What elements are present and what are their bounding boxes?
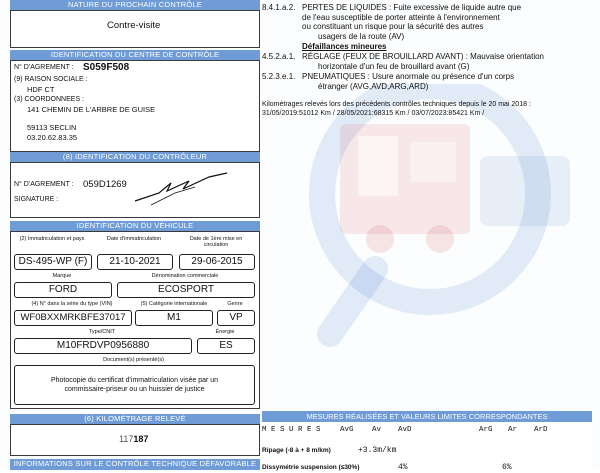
vehicle-docs-line1: Photocopie du certificat d'immatriculation visée par un bbox=[50, 377, 219, 384]
minor-defects-title: Défaillances mineures bbox=[302, 42, 387, 51]
measures-col-ard: ArD bbox=[534, 426, 548, 434]
km-header: (6) KILOMÉTRAGE RELEVÉ bbox=[10, 414, 260, 424]
right-column bbox=[262, 0, 592, 470]
defect2-line2: horizontale d'un feu de brouillard avant (G) bbox=[318, 61, 470, 71]
measures-table bbox=[262, 422, 592, 470]
measures-col-title: M E S U R E S bbox=[262, 426, 321, 434]
vehicle-categ-label: (5) Catégorie internationale bbox=[140, 301, 208, 307]
ripage-value: +3.3m/km bbox=[358, 446, 397, 455]
next-visit-box bbox=[10, 10, 260, 48]
vehicle-energie-value: ES bbox=[197, 338, 255, 354]
vehicle-denom-label: Dénomination commerciale bbox=[151, 273, 219, 279]
vehicle-docs-label: Document(s) présenté(s) bbox=[103, 357, 164, 363]
measures-col-arg: ArG bbox=[479, 426, 493, 434]
km-value-bold: 187 bbox=[133, 434, 149, 444]
centre-header: IDENTIFICATION DU CENTRE DE CONTRÔLE bbox=[10, 50, 260, 60]
vehicle-vin-value: WF0BXXMRKBFE37017 bbox=[14, 310, 132, 326]
vehicle-immat-label: (2) Immatriculation et pays bbox=[19, 236, 85, 242]
vehicle-denom-value: ECOSPORT bbox=[117, 282, 255, 298]
defect1-line2: de l'eau susceptible de porter atteinte à l'environnement bbox=[302, 12, 500, 22]
vehicle-vin-label: (4) N° dans la série du type (VIN) bbox=[31, 301, 113, 307]
vehicle-docs-line2: commissaire-priseur ou un huissier de justice bbox=[64, 386, 205, 393]
vehicle-date-first-label: Date de 1ère mise en circulation bbox=[189, 236, 243, 248]
controller-agrement-label: N° D'AGREMENT : bbox=[14, 181, 74, 188]
controller-box bbox=[10, 162, 260, 218]
centre-raison-value: HDF CT bbox=[27, 85, 55, 94]
measures-col-avg: AvG bbox=[340, 426, 354, 434]
vehicle-categ-value: M1 bbox=[135, 310, 213, 326]
km-value-light: 117 bbox=[119, 434, 134, 444]
centre-agrement-label: N° D'AGREMENT : bbox=[14, 64, 74, 71]
vehicle-marque-value: FORD bbox=[14, 282, 112, 298]
centre-address-line1: 141 CHEMIN DE L'ARBRE DE GUISE bbox=[27, 105, 156, 114]
vehicle-header: IDENTIFICATION DU VÉHICULE bbox=[10, 221, 260, 231]
vehicle-type-value: M10FRDVP0956880 bbox=[14, 338, 192, 354]
vehicle-date-first-value: 29-06-2015 bbox=[179, 254, 255, 270]
centre-address-line2: 59113 SECLIN bbox=[27, 123, 77, 132]
ripage-label: Ripage (-8 à + 8 m/km) bbox=[262, 447, 331, 454]
next-visit-header: NATURE DU PROCHAIN CONTRÔLE bbox=[10, 0, 260, 10]
defect3-line2: étranger (AVG,AVD,ARG,ARD) bbox=[318, 81, 429, 91]
km-box bbox=[10, 424, 260, 456]
susp-value1: 4% bbox=[398, 463, 408, 472]
km-value bbox=[119, 434, 148, 444]
defect1-line4: usagers de la route (AV) bbox=[318, 31, 405, 41]
defect1-line3: ou constituant un risque pour la sécurité des autres bbox=[302, 22, 484, 31]
vehicle-box bbox=[10, 231, 260, 409]
vehicle-docs-box bbox=[14, 365, 255, 405]
centre-coord-label: (3) COORDONNEES : bbox=[14, 96, 85, 103]
susp-label: Dissymétrie suspension (≤30%) bbox=[262, 464, 360, 471]
vehicle-immat-value: DS-495-WP (F) bbox=[14, 254, 92, 270]
defect2-code: 4.5.2.a.1. bbox=[262, 52, 296, 61]
defect1-line1: PERTES DE LIQUIDES : Fuite excessive de liquide autre que bbox=[302, 3, 522, 12]
defect3-code: 5.2.3.e.1. bbox=[262, 72, 296, 81]
centre-raison-label: (9) RAISON SOCIALE : bbox=[14, 76, 88, 83]
watermark-emblem bbox=[280, 81, 600, 384]
vehicle-genre-label: Genre bbox=[227, 301, 243, 307]
controller-signature-label: SIGNATURE : bbox=[14, 196, 59, 203]
vehicle-type-label: Type/CNIT bbox=[88, 329, 116, 335]
defect2-line1: RÉGLAGE (FEUX DE BROUILLARD AVANT) : Mauvaise orientation bbox=[302, 52, 545, 61]
controller-signature bbox=[131, 169, 231, 209]
info-header: INFORMATIONS SUR LE CONTRÔLE TECHNIQUE DÉFAVORABLE bbox=[10, 459, 260, 470]
measures-col-av: Av bbox=[372, 426, 382, 434]
vehicle-date-immat-label: Date d'immatriculation bbox=[106, 236, 162, 242]
centre-agrement-value: S059F508 bbox=[83, 62, 130, 73]
vehicle-marque-label: Marque bbox=[52, 273, 72, 279]
centre-phone: 03.20.62.83.35 bbox=[27, 133, 78, 142]
defect3-line1: PNEUMATIQUES : Usure anormale ou présence d'un corps bbox=[302, 72, 515, 81]
controller-agrement-value: 059D1269 bbox=[83, 179, 127, 190]
left-column bbox=[10, 0, 260, 470]
vehicle-genre-value: VP bbox=[217, 310, 255, 326]
measures-col-ar: Ar bbox=[508, 426, 518, 434]
next-visit-value: Contre-visite bbox=[107, 20, 161, 31]
controller-header: (8) IDENTIFICATION DU CONTRÔLEUR bbox=[10, 152, 260, 162]
defect1-code: 8.4.1.a.2. bbox=[262, 3, 296, 12]
km-history-line1: Kilométrages relevés lors des précédents contrôles techniques depuis le 20 mai 2018 : bbox=[262, 101, 531, 108]
km-history-line2: 31/05/2019:51012 Km / 28/05/2021:68315 Km / 03/07/2023:85421 Km / bbox=[262, 110, 485, 117]
vehicle-date-immat-value: 21-10-2021 bbox=[97, 254, 173, 270]
measures-header: MESURES RÉALISÉES ET VALEURS LIMITES CORRESPONDANTES bbox=[262, 411, 592, 422]
centre-box bbox=[10, 60, 260, 152]
vehicle-energie-label: Énergie bbox=[215, 329, 235, 335]
susp-value2: 6% bbox=[502, 463, 512, 472]
measures-col-avd: AvD bbox=[398, 426, 412, 434]
